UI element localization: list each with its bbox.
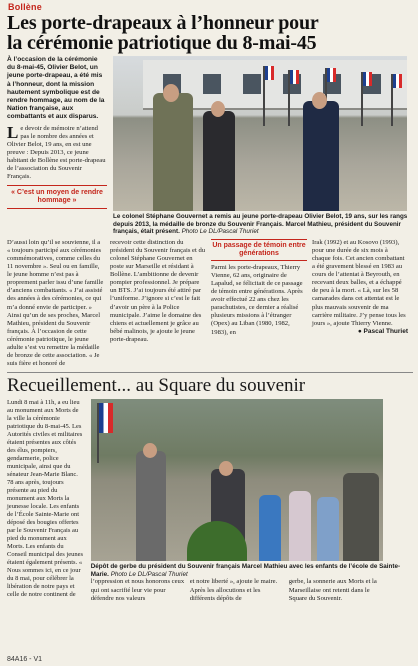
headline-line-1: Les porte-drapeaux à l’honneur pour bbox=[7, 12, 319, 34]
memorial-photo bbox=[91, 399, 383, 561]
top-section bbox=[7, 56, 413, 236]
crowd-figure bbox=[343, 473, 379, 561]
photo2-block bbox=[91, 399, 413, 602]
subheading: Un passage de témoin entre générations bbox=[211, 239, 307, 261]
photo1-caption bbox=[113, 213, 413, 236]
author-signature: ● Pascal Thuriet bbox=[357, 327, 408, 335]
child-figure bbox=[259, 495, 281, 561]
child-figure bbox=[317, 497, 339, 561]
flag-bearer-head bbox=[312, 92, 327, 109]
photo1-credit: Photo Le DL/Pascal Thuriet bbox=[181, 228, 259, 236]
photo2-caption bbox=[91, 563, 413, 578]
mid-section bbox=[7, 239, 413, 369]
pull-quote: « C’est un moyen de rendre hommage » bbox=[7, 185, 107, 209]
section2-bottom-row bbox=[91, 578, 413, 602]
photo1-caption-text: Le colonel Stéphane Gouvernet a remis au jeune porte-drapeau Olivier Belot, 19 ans, sur les rangs depuis 2013, la médaille de bronze du Souvenir Français. Marcel Mathieu, président du Souvenir français, était présent. bbox=[113, 213, 408, 236]
page-footer: 84A16 - V1 bbox=[7, 656, 43, 663]
section2-bottom-col-2: et notre liberté », ajoute le maire. Après les allocutions et les différents dépôts de bbox=[189, 578, 278, 602]
mayor-head bbox=[143, 443, 157, 458]
section2-bottom-col-1: l’oppression et nous honorons ceux qui ont sacrifié leur vie pour défendre nos valeurs bbox=[90, 578, 185, 602]
mid-column-4-text: Irak (1992) et au Kosovo (1993), pour une durée de six mois à chaque fois. Cet ancien combattant a été gravement blessé en 1983 au cours de l’attentat à Beyrouth, en recevant deux balles, et a échappé de peu à la mort. « Là, sur les 58 camarades dans cet attentat est le plus mauvais souvenir de ma carrière militaire. J’y pense tous les jours », ajoute Thierry Vienne. bbox=[312, 238, 406, 327]
headline-line-2: la cérémonie patriotique du 8-mai-45 bbox=[7, 32, 317, 54]
body-paragraph-1 bbox=[7, 122, 107, 182]
section2-bottom-col-3: gerbe, la sonnerie aux Morts et la Marseillaise ont retenti dans le Square du Souvenir. bbox=[288, 578, 377, 602]
section2-column: Lundi 8 mai à 11h, a eu lieu au monument aux Morts de la ville la cérémonie patriotique du 8-mai-45. Les Autorités civiles et militaires étaient présentes aux côtés des élus, pompiers, gendarmerie, police municipale, ainsi que du sénateur Jean-Marie Blanc. 78 ans après, toujours présente au pied du monument aux Morts la jeunesse locale. Les enfants de l’École Sainte-Marie ont déposé des bougies offertes par le Souvenir Français au pied du monument aux Morts. Les enfants du Conseil municipal des jeunes étaient également présents. « Nous sommes ici, en ce jour du 8 mai, pour célébrer la libération de notre pays et celle de notre continent de bbox=[7, 399, 84, 599]
man-in-suit-figure bbox=[203, 111, 235, 211]
mayor-figure bbox=[136, 451, 166, 561]
man-head bbox=[211, 101, 225, 117]
mid-column-1: D’aussi loin qu’il se souvienne, il a « toujours participé aux cérémonies commémoratives, comme celles du 11 novembre ». Seul ou en famille, le jeune homme n’est pas à proprement parler issu d’une famille d’anciens combattants. « J’ai assisté des années à des cérémonies, ce qui m’a donné envie de participer. » Ainsi qu’un de ses proches, Marcel Mathieu, président du Souvenir français. À l’occasion de cette cérémonie patriotique, le jeune adulte s’est vu remettre la médaille de bronze de cette association. « Je suis fière et honoré de bbox=[7, 238, 104, 368]
photo2-credit: Photo Le DL/Pascal Thuriet bbox=[110, 570, 188, 578]
article-lead: À l’occasion de la cérémonie du 8-mai-45, Olivier Belot, un jeune porte-drapeau, a été mis à l’honneur, dont la mission hautement symbolique est de rendre hommage, au nom de la Nation française, aux combattants et aux disparus. bbox=[7, 56, 105, 121]
photo1-block bbox=[113, 56, 413, 236]
flag-icon bbox=[391, 74, 393, 126]
officer-figure bbox=[153, 93, 193, 211]
ceremony-photo bbox=[113, 56, 407, 211]
headline bbox=[7, 13, 413, 53]
flag-bearer-figure bbox=[303, 101, 339, 211]
flag-icon bbox=[361, 72, 363, 126]
window-shape bbox=[243, 74, 261, 94]
flag-icon bbox=[263, 66, 265, 126]
section2-title: Recueillement... au Square du souvenir bbox=[7, 372, 413, 397]
section-kicker: Bollène bbox=[8, 2, 42, 12]
mid-column-4 bbox=[312, 239, 408, 369]
lead-column bbox=[7, 56, 107, 236]
officer-head bbox=[163, 84, 179, 102]
child-figure bbox=[289, 491, 311, 561]
body-paragraph-1-text: e devoir de mémoire n’attend pas le nombre des années et Olivier Belot, 19 ans, en est une preuve : Depuis 2013, ce jeune habitant de Bollène est porte-drapeau de l’association du Souvenir Français. bbox=[7, 124, 106, 181]
flag-icon bbox=[97, 403, 99, 463]
photo2-caption-text: Dépôt de gerbe du président du Souvenir français Marcel Mathieu avec les enfants de l’école de Sainte-Marie. bbox=[90, 563, 401, 578]
flag-icon bbox=[288, 70, 290, 126]
president-head bbox=[219, 461, 233, 476]
bottom-section bbox=[7, 399, 413, 602]
mid-column-2: recevoir cette distinction du président du Souvenir français et du colonel Stéphane Gouvernet en poste sur Marseille et résidant à Bollène. L’ambitionne de devenir pompier professionnel. Je prépare un BTS. J’ai toujours été attiré par l’uniforme. J’ignore si c’est le fait d’avoir un père à la Police municipale. J’aime le domaine des chiens et actuellement je grâce au bébé malinois, je ajoute le jeune porte-drapeau. bbox=[110, 238, 206, 343]
drop-cap: L bbox=[7, 122, 19, 142]
mid-column-3 bbox=[211, 239, 307, 369]
mid-column-3-text: Parmi les porte-drapeaux, Thierry Vienne, 62 ans, originaire de Lapalud, se félicitait de ce passage de témoin entre générations. Après avoir effectué 22 ans chez les parachutistes, ce dernier a réalisé plusieurs missions à l’étranger (Opex) au Liban (1980, 1982, 1983), en bbox=[211, 263, 303, 336]
window-shape bbox=[203, 74, 221, 94]
